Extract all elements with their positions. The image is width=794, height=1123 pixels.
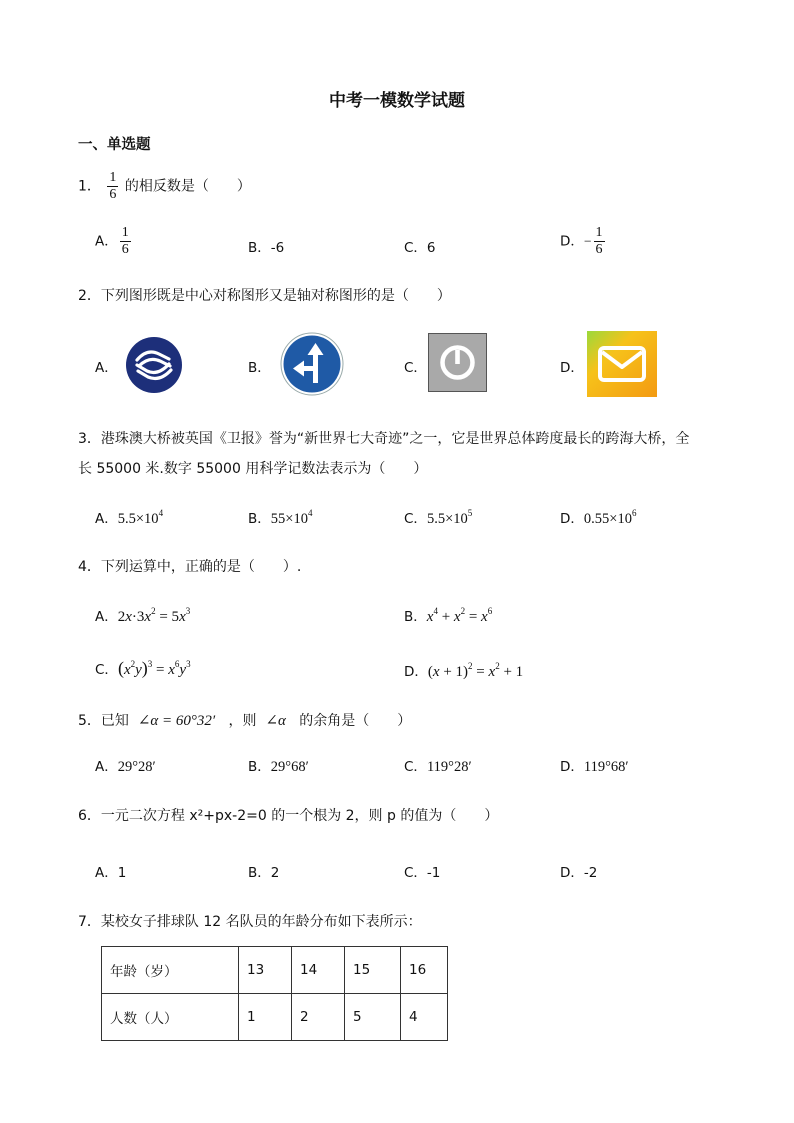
option-c: C．119°28′ <box>404 759 472 775</box>
question-4: 4．下列运算中，正确的是（ ）. <box>78 559 302 575</box>
option-a: A．$2x\cdot 3x^2 = 5x^3$ <box>95 606 191 625</box>
question-1 <box>78 170 251 203</box>
option-b: B．-6 <box>248 240 285 256</box>
option-a: A．29°28′ <box>95 759 156 775</box>
table-cell: 13 <box>239 947 292 994</box>
math-expression: $2x\cdot 3x^2 = 5x^3$ <box>117 606 191 625</box>
option-a: A． $\frac{1}{6}$ <box>95 225 129 257</box>
option-c: C．$5.5\times 10^5$ <box>404 508 473 527</box>
math-expression: ∠α = 60°32′ <box>137 713 216 729</box>
option-c: C．6 <box>404 240 436 256</box>
fraction: $\frac{1}{6}$ <box>109 170 117 202</box>
option-a-label: A． <box>95 360 118 376</box>
china-mobile-logo-icon <box>125 336 183 394</box>
option-b: B．29°68′ <box>248 759 309 775</box>
table-cell: 年龄（岁） <box>102 947 239 994</box>
option-d: D．119°68′ <box>560 759 629 775</box>
math-expression: $(x^2y)^3 = x^6y^3$ <box>117 658 191 678</box>
option-b: B．$x^4 + x^2 = x^6$ <box>404 606 493 625</box>
question-5: 5．已知 ∠α = 60°32′ ，则 ∠α 的余角是（ ） <box>78 713 412 729</box>
fraction: $\frac{1}{6}$ <box>595 225 603 257</box>
math-expression: $x^4 + x^2 = x^6$ <box>426 606 493 625</box>
section-heading: 一、单选题 <box>78 137 151 153</box>
option-c: C．$(x^2y)^3 = x^6y^3$ <box>95 658 191 678</box>
mail-envelope-icon <box>587 331 657 397</box>
option-b-label: B． <box>248 360 271 376</box>
question-number: 1． <box>78 178 101 195</box>
option-a: A．$5.5\times 10^4$ <box>95 508 164 527</box>
table-cell: 5 <box>345 994 401 1041</box>
age-distribution-table <box>101 946 448 1041</box>
table-cell: 15 <box>345 947 401 994</box>
table-cell: 1 <box>239 994 292 1041</box>
option-b: B．2 <box>248 865 280 881</box>
question-3-line-2: 长 55000 米.数字 55000 用科学记数法表示为（ ） <box>78 461 428 477</box>
question-3-line-1: 3．港珠澳大桥被英国《卫报》誉为“新世界七大奇迹”之一，它是世界总体跨度最长的跨海大桥，全 <box>78 431 690 447</box>
fraction: $\frac{1}{6}$ <box>121 225 129 257</box>
power-button-icon <box>428 333 487 392</box>
table-cell: 14 <box>292 947 345 994</box>
question-7: 7．某校女子排球队 12 名队员的年龄分布如下表所示： <box>78 914 422 930</box>
option-c-label: C． <box>404 360 427 376</box>
table-cell: 4 <box>401 994 448 1041</box>
option-b: B．$55\times 10^4$ <box>248 508 313 527</box>
math-expression: $(x + 1)^2 = x^2 + 1$ <box>427 661 524 680</box>
option-d: D．− $\frac{1}{6}$ <box>560 225 603 257</box>
table-cell: 2 <box>292 994 345 1041</box>
option-d: D．$0.55\times 10^6$ <box>560 508 637 527</box>
option-a: A．1 <box>95 865 127 881</box>
math-expression: ∠α <box>265 713 286 729</box>
question-2: 2．下列图形既是中心对称图形又是轴对称图形的是（ ） <box>78 288 451 304</box>
page-title: 中考一模数学试题 <box>329 91 465 111</box>
straight-or-left-turn-sign-icon <box>280 332 344 396</box>
option-d: D．-2 <box>560 865 598 881</box>
table-cell: 16 <box>401 947 448 994</box>
question-text: 的相反数是（ ） <box>124 178 251 195</box>
table-row <box>102 947 448 994</box>
option-d-label: D． <box>560 360 584 376</box>
option-d: D．$(x + 1)^2 = x^2 + 1$ <box>404 661 524 680</box>
table-cell: 人数（人） <box>102 994 239 1041</box>
table-row <box>102 994 448 1041</box>
option-c: C．-1 <box>404 865 441 881</box>
question-6: 6．一元二次方程 x²+px-2=0 的一个根为 2，则 p 的值为（ ） <box>78 808 499 824</box>
